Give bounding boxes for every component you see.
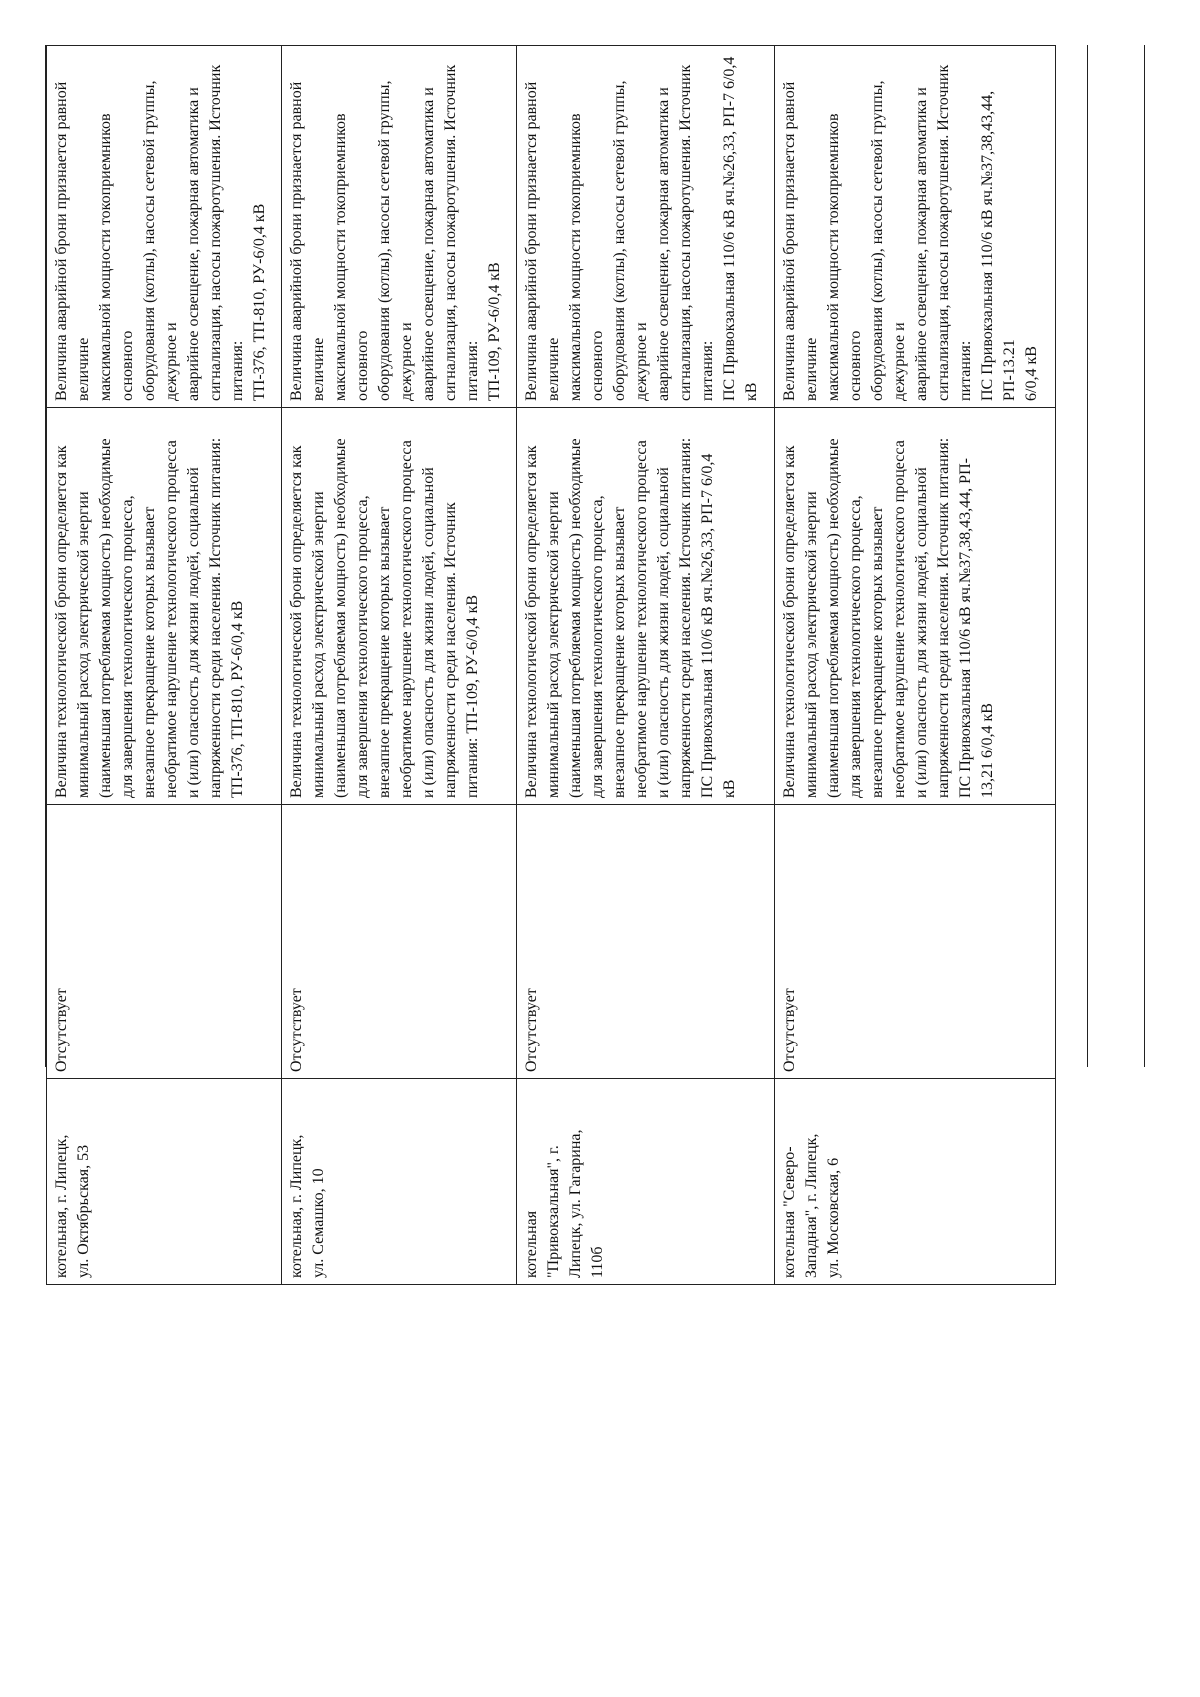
object-cell: котельная, г. Липецк, ул. Семашко, 10	[282, 1079, 517, 1285]
object-cell: котельная "Привокзальная", г. Липецк, ул. Гагарина, 110б	[517, 1079, 775, 1285]
tech-reserve-cell: Величина технологической брони определяется как минимальный расход электрической энергии (наименьшая потребляемая мощность) необходимые для завершения технологического процесса, внезапное прекращение которых вызывает необратимое нарушение технологического процесса и (или) опасность для жизни людей, социальной напряженности среди населения. Источник питания: ТП-109, РУ-6/0,4 кВ	[282, 408, 517, 805]
rotated-table-container	[46, 45, 1056, 1285]
footer-rule-line	[45, 45, 46, 1067]
footer-rule-line	[1144, 45, 1145, 1067]
emergency-reserve-cell: Величина аварийной брони признается равной величине максимальной мощности токоприемников основного оборудования (котлы), насосы сетевой группы, дежурное и аварийное освещение, пожарная автоматика и сигнализация, насосы пожаротушения. Источник питания: ТП-109, РУ-6/0,4 кВ	[282, 46, 517, 408]
footer-rule-line	[1087, 45, 1088, 1067]
status-cell: Отсутствует	[775, 805, 1056, 1079]
object-cell: котельная "Северо- Западная", г. Липецк, ул. Московская, 6	[775, 1079, 1056, 1285]
tech-reserve-cell: Величина технологической брони определяется как минимальный расход электрической энергии (наименьшая потребляемая мощность) необходимые для завершения технологического процесса, внезапное прекращение которых вызывает необратимое нарушение технологического процесса и (или) опасность для жизни людей, социальной напряженности среди населения. Источник питания: ПС Привокзальная 110/6 кВ яч.№26,33, РП-7 6/0,4 кВ	[517, 408, 775, 805]
tech-reserve-cell: Величина технологической брони определяется как минимальный расход электрической энергии (наименьшая потребляемая мощность) необходимые для завершения технологического процесса, внезапное прекращение которых вызывает необратимое нарушение технологического процесса и (или) опасность для жизни людей, социальной напряженности среди населения. Источник питания: ТП-376, ТП-810, РУ-6/0,4 кВ	[47, 408, 282, 805]
table-row	[47, 46, 282, 1285]
emergency-reserve-cell: Величина аварийной брони признается равной величине максимальной мощности токоприемников основного оборудования (котлы), насосы сетевой группы, дежурное и аварийное освещение, пожарная автоматика и сигнализация, насосы пожаротушения. Источник питания: ПС Привокзальная 110/6 кВ яч.№37,38,43,44, РП-13.21 6/0,4 кВ	[775, 46, 1056, 408]
emergency-reserve-cell: Величина аварийной брони признается равной величине максимальной мощности токоприемников основного оборудования (котлы), насосы сетевой группы, дежурное и аварийное освещение, пожарная автоматика и сигнализация, насосы пожаротушения. Источник питания: ПС Привокзальная 110/6 кВ яч.№26,33, РП-7 6/0,4 кВ	[517, 46, 775, 408]
status-cell: Отсутствует	[517, 805, 775, 1079]
power-reserve-table	[46, 45, 1056, 1285]
table-row	[282, 46, 517, 1285]
status-cell: Отсутствует	[47, 805, 282, 1079]
table-row	[775, 46, 1056, 1285]
emergency-reserve-cell: Величина аварийной брони признается равной величине максимальной мощности токоприемников основного оборудования (котлы), насосы сетевой группы, дежурное и аварийное освещение, пожарная автоматика и сигнализация, насосы пожаротушения. Источник питания: ТП-376, ТП-810, РУ-6/0,4 кВ	[47, 46, 282, 408]
object-cell: котельная, г. Липецк, ул. Октябрьская, 53	[47, 1079, 282, 1285]
tech-reserve-cell: Величина технологической брони определяется как минимальный расход электрической энергии (наименьшая потребляемая мощность) необходимые для завершения технологического процесса, внезапное прекращение которых вызывает необратимое нарушение технологического процесса и (или) опасность для жизни людей, социальной напряженности среди населения. Источник питания: ПС Привокзальная 110/6 кВ яч.№37,38,43,44, РП- 13,21 6/0,4 кВ	[775, 408, 1056, 805]
table-row	[517, 46, 775, 1285]
status-cell: Отсутствует	[282, 805, 517, 1079]
